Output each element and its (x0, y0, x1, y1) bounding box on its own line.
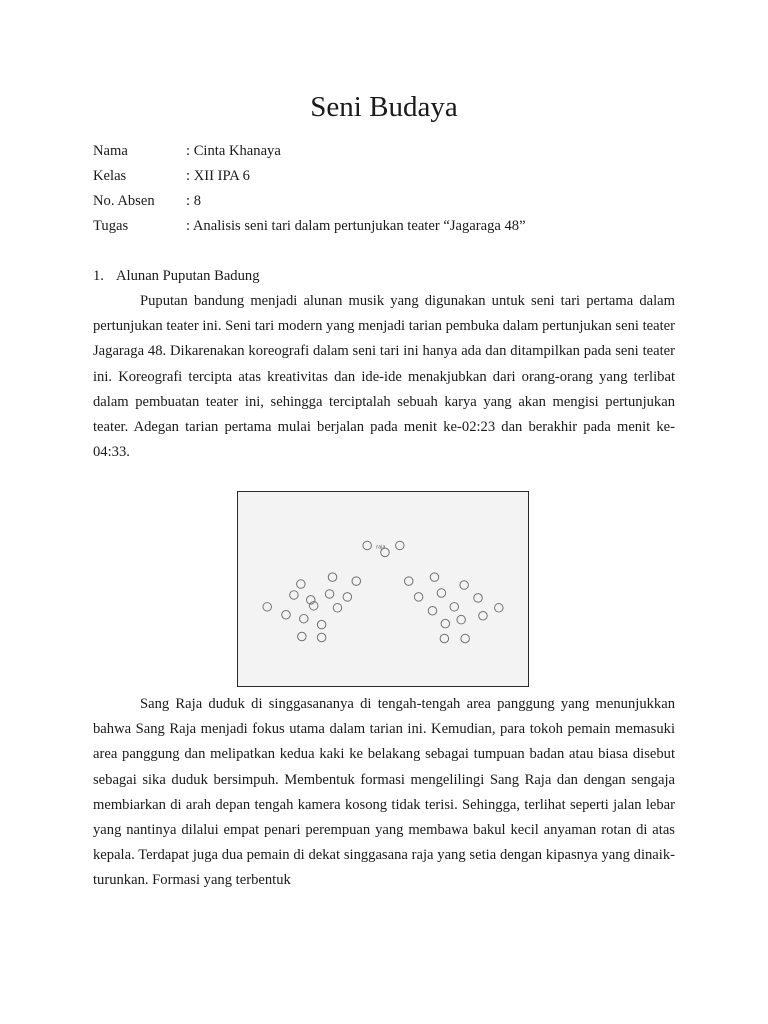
figure-label: raja (376, 544, 386, 551)
performer-marker (297, 580, 306, 589)
formation-diagram (238, 492, 528, 686)
info-value: : Analisis seni tari dalam pertunjukan teater “Jagaraga 48” (186, 218, 526, 234)
performer-marker (328, 573, 337, 582)
info-label: No. Absen (93, 193, 155, 209)
info-label: Tugas (93, 218, 129, 234)
performer-marker (263, 603, 272, 612)
performer-marker (440, 634, 449, 643)
performer-marker (460, 581, 469, 590)
performer-marker (457, 615, 466, 624)
performer-marker (404, 577, 413, 586)
performer-marker (479, 611, 488, 620)
info-value: : Cinta Khanaya (186, 143, 281, 159)
performer-marker (495, 604, 504, 613)
performer-marker (325, 590, 334, 599)
formation-figure (237, 491, 529, 687)
performer-marker (317, 620, 326, 629)
performer-marker (430, 573, 439, 582)
performer-marker (474, 594, 483, 603)
performer-marker (441, 619, 450, 628)
performer-marker (282, 610, 291, 619)
performer-marker (352, 577, 361, 586)
performer-marker (300, 614, 309, 623)
performer-marker (363, 541, 372, 550)
section-title: Alunan Puputan Badung (116, 268, 260, 284)
info-label: Nama (93, 143, 128, 159)
info-label: Kelas (93, 168, 127, 184)
document-title: Seni Budaya (310, 91, 458, 123)
performer-marker (317, 633, 326, 642)
performer-marker (396, 541, 405, 550)
performer-marker (290, 591, 299, 600)
paragraph: Puputan bandung menjadi alunan musik yang digunakan untuk seni tari pertama dalam pertunjukan teater ini. Seni tari modern yang menjadi tarian pembuka dalam pertunjukan seni teater Jagaraga 48. Dikarenakan koreografi dalam seni tari ini hanya ada dan ditampilkan pada seni teater ini. Koreografi tercipta atas kreativitas dan ide-ide menakjubkan dari orang-orang yang terlibat dalam pembuatan teater ini, sehingga terciptalah sebuah karya yang akan mengisi pertunjukan teater. Adegan tarian pertama mulai berjalan pada menit ke-02:23 dan berakhir pada menit ke-04:33. (93, 293, 675, 461)
performer-marker (428, 607, 437, 616)
paragraph: Sang Raja duduk di singgasananya di tengah-tengah area panggung yang menunjukkan bahwa Sang Raja menjadi fokus utama dalam tarian ini. Kemudian, para tokoh pemain memasuki area panggung dan melipatkan kedua kaki ke belakang sebagai tumpuan badan atau biasa disebut sebagai sika duduk bersimpuh. Membentuk formasi mengelilingi Sang Raja dan dengan sengaja membiarkan di arah depan tengah kamera kosong tidak terisi. Sehingga, terlihat seperti jalan lebar yang nantinya dilalui empat penari perempuan yang membawa bakul kecil anyaman rotan di atas kepala. Terdapat juga dua pemain di dekat singgasana raja yang setia dengan kipasnya yang dinaik-turunkan. Formasi yang terbentuk (93, 696, 675, 889)
performer-marker (450, 603, 459, 612)
performer-marker (343, 593, 352, 602)
performer-marker (333, 604, 342, 613)
info-value: : XII IPA 6 (186, 168, 250, 184)
performer-marker (414, 593, 423, 602)
performer-marker (437, 589, 446, 598)
section-number: 1. (93, 268, 104, 284)
performer-marker (461, 634, 470, 643)
performer-marker (298, 632, 307, 641)
info-value: : 8 (186, 193, 201, 209)
